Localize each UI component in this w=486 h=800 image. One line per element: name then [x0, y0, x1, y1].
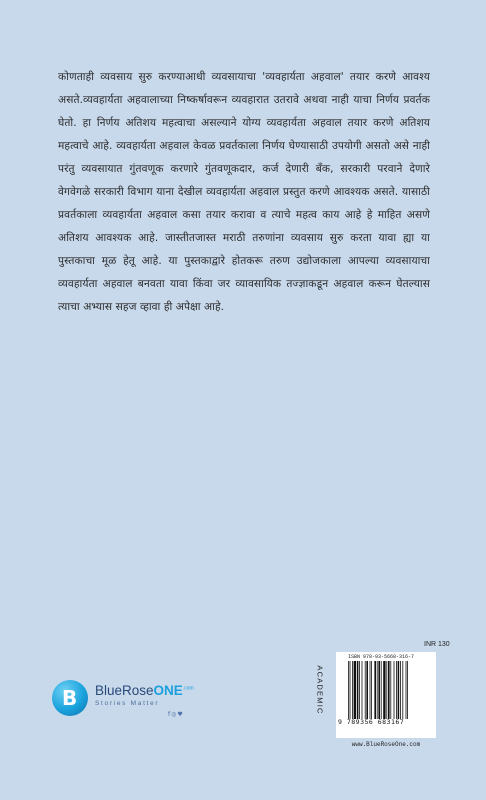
barcode-digits: 9 789356 683167: [338, 718, 405, 726]
barcode: [336, 652, 436, 738]
publisher-name-suffix: ONE: [153, 683, 183, 698]
back-cover-blurb: कोणताही व्यवसाय सुरु करण्याआधी व्यवसायाचा 'व्यवहार्यता अहवाल' तयार करणे आवश्य असते.व्यवहार्यता अहवालाच्या निष्कर्षावरून व्यवहारात उतरावे अथवा नाही याचा निर्णय प्रवर्तक घेतो. हा निर्णय अतिशय महत्वाचा असल्याने योग्य व्यवहार्यता अहवाल तयार करणे अतिशय महत्वाचे आहे. व्यवहार्यता अहवाल केवळ प्रवर्तकाला निर्णय घेण्यासाठी उपयोगी असतो असे नाही परंतु व्यवसायात गुंतवणूक करणारे गुंतवणूकदार, कर्ज देणारी बँक, सरकारी परवाने देणारे वेगवेगळे सरकारी विभाग याना देखील व्यवहार्यता अहवाल प्रस्तुत करणे आवश्यक असते. यासाठी प्रवर्तकाला व्यवहार्यता अहवाल कसा तयार करावा व त्याचे महत्व काय आहे हे माहित असणे अतिशय आवश्यक आहे. जास्तीतजास्त मराठी तरुणांना व्यवसाय सुरु करता यावा ह्या या पुस्तकाचा मूळ हेतू आहे. या पुस्तकाद्वारे होतकरू तरुण उद्योजकाला आपल्या व्यवसायाचा व्यवहार्यता अहवाल बनवता यावा किंवा जर व्यावसायिक तज्ज्ञाकडून अहवाल करून घेतल्यास त्याचा अभ्यास सहज व्हावा ही अपेक्षा आहे.: [58, 71, 430, 313]
publisher-tagline: Stories Matter: [95, 700, 160, 707]
category-label: ACADEMIC: [315, 665, 325, 715]
social-icons: f◎♥: [168, 711, 184, 718]
publisher-name: [95, 683, 194, 698]
barcode-bars: [348, 661, 430, 719]
website-url: www.BlueRoseOne.com: [351, 741, 421, 748]
publisher-name-main: BlueRose: [95, 683, 154, 698]
logo-letter: B: [62, 686, 78, 710]
publisher-dotcom: .com: [182, 685, 194, 692]
price-label: INR 130: [424, 641, 450, 648]
publisher-logo: [52, 680, 202, 722]
isbn-label: ISBN 978-93-5668-316-7: [348, 654, 415, 660]
bluerose-logo-icon: [52, 680, 88, 716]
